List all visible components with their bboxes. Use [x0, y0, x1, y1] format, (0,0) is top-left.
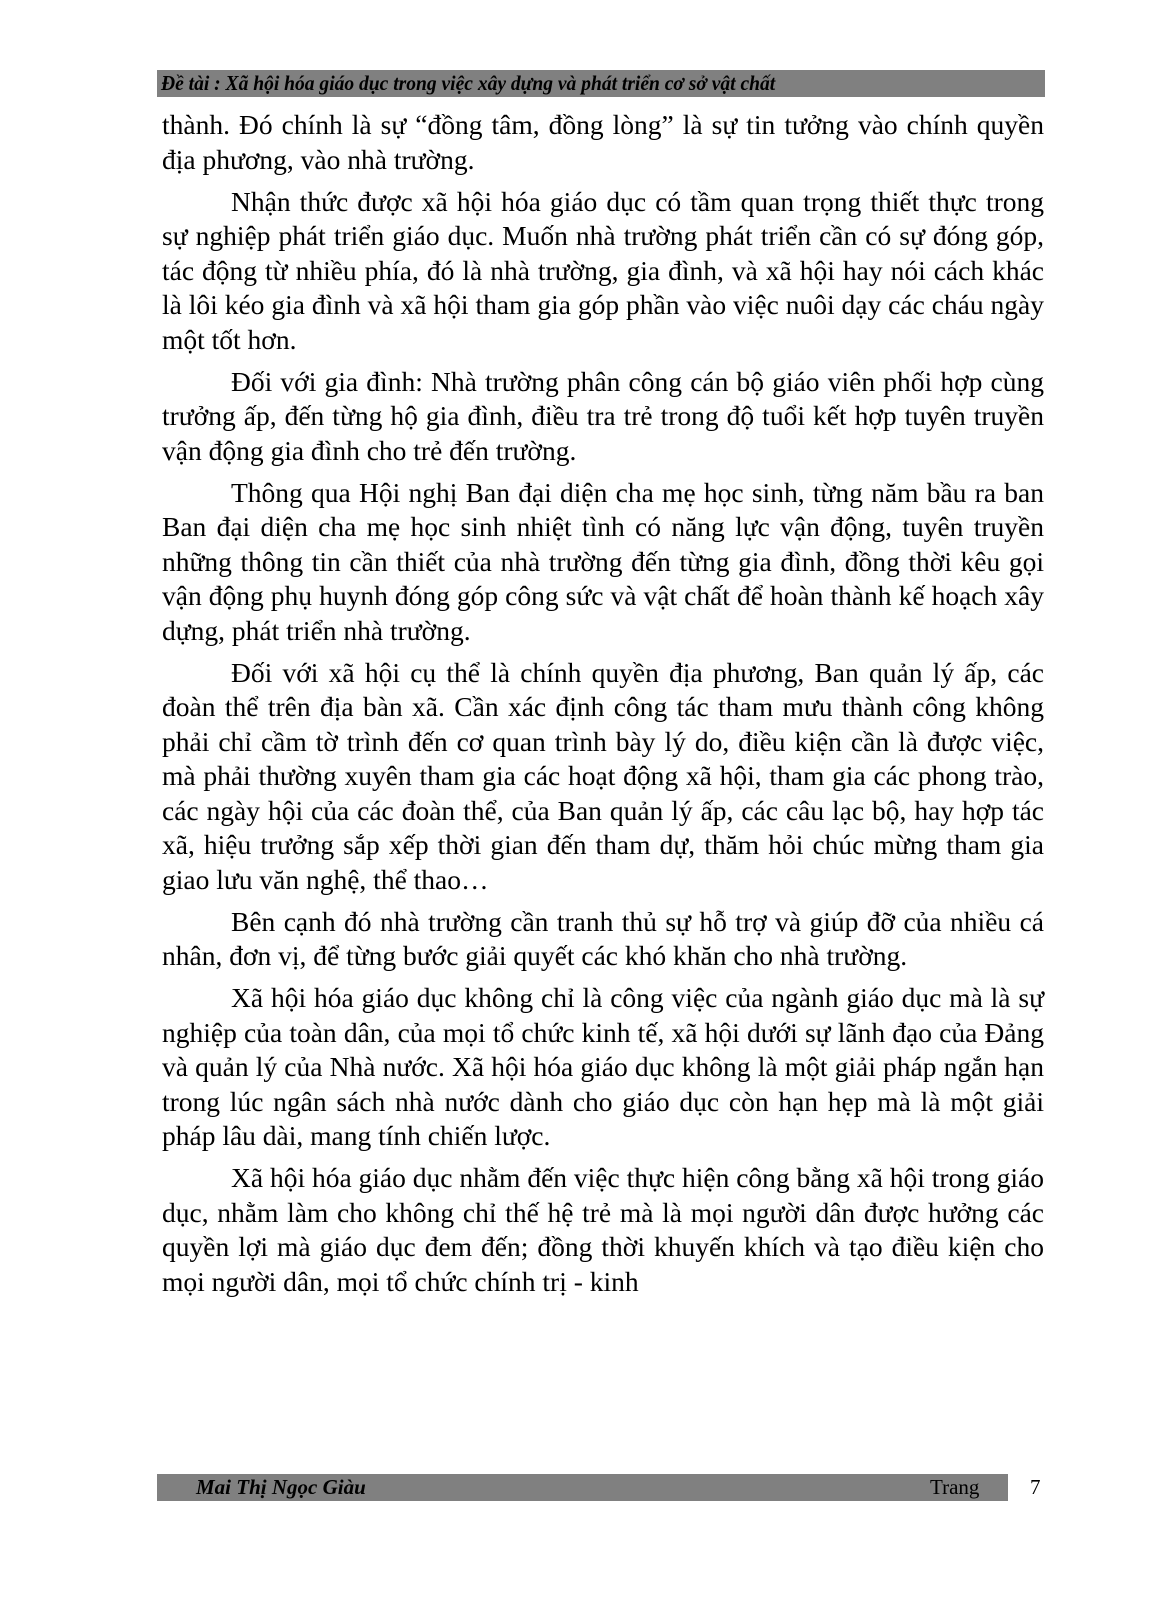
paragraph: Đối với xã hội cụ thể là chính quyền địa phương, Ban quản lý ấp, các đoàn thể trên địa bàn xã. Cần xác định công tác tham mưu thành công không phải chỉ cầm tờ trình đến cơ quan trình bày lý do, điều kiện cần là được việc, mà phải thường xuyên tham gia các hoạt động xã hội, tham gia các phong trào, các ngày hội của các đoàn thể, của Ban quản lý ấp, các câu lạc bộ, hay hợp tác xã, hiệu trưởng sắp xếp thời gian đến tham dự, thăm hỏi chúc mừng tham gia giao lưu văn nghệ, thể thao… [162, 656, 1044, 895]
footer-page-label: Trang [930, 1475, 980, 1499]
document-body [162, 108, 1044, 1307]
paragraph: Đối với gia đình: Nhà trường phân công cán bộ giáo viên phối hợp cùng trưởng ấp, đến từng hộ gia đình, điều tra trẻ trong độ tuổi kết hợp tuyên truyền vận động gia đình cho trẻ đến trường. [162, 365, 1044, 466]
paragraph-continuation: thành. Đó chính là sự “đồng tâm, đồng lòng” là sự tin tưởng vào chính quyền địa phương, vào nhà trường. [162, 109, 1044, 175]
page-number: 7 [1030, 1475, 1041, 1499]
paragraph: Xã hội hóa giáo dục nhằm đến việc thực hiện công bằng xã hội trong giáo dục, nhằm làm cho không chỉ thế hệ trẻ mà là mọi người dân được hưởng các quyền lợi mà giáo dục đem đến; đồng thời khuyến khích và tạo điều kiện cho mọi người dân, mọi tổ chức chính trị - kinh [162, 1162, 1044, 1297]
paragraph: Bên cạnh đó nhà trường cần tranh thủ sự hỗ trợ và giúp đỡ của nhiều cá nhân, đơn vị, để từng bước giải quyết các khó khăn cho nhà trường. [162, 905, 1044, 971]
paragraph: Thông qua Hội nghị Ban đại diện cha mẹ học sinh, từng năm bầu ra ban Ban đại diện cha mẹ học sinh nhiệt tình có năng lực vận động, tuyên truyền những thông tin cần thiết của nhà trường đến từng gia đình, đồng thời kêu gọi vận động phụ huynh đóng góp công sức và vật chất để hoàn thành kế hoạch xây dựng, phát triển nhà trường. [162, 476, 1044, 646]
paragraph: Nhận thức được xã hội hóa giáo dục có tầm quan trọng thiết thực trong sự nghiệp phát triển giáo dục. Muốn nhà trường phát triển cần có sự đóng góp, tác động từ nhiều phía, đó là nhà trường, gia đình, và xã hội hay nói cách khác là lôi kéo gia đình và xã hội tham gia góp phần vào việc nuôi dạy các cháu ngày một tốt hơn. [162, 185, 1044, 355]
header-title: Đề tài : Xã hội hóa giáo dục trong việc xây dựng và phát triển cơ sở vật chất [161, 71, 776, 95]
footer-author: Mai Thị Ngọc Giàu [196, 1475, 366, 1499]
paragraph: Xã hội hóa giáo dục không chỉ là công việc của ngành giáo dục mà là sự nghiệp của toàn dân, của mọi tổ chức kinh tế, xã hội dưới sự lãnh đạo của Đảng và quản lý của Nhà nước. Xã hội hóa giáo dục không là một giải pháp ngắn hạn trong lúc ngân sách nhà nước dành cho giáo dục còn hạn hẹp mà là một giải pháp lâu dài, mang tính chiến lược. [162, 982, 1044, 1151]
